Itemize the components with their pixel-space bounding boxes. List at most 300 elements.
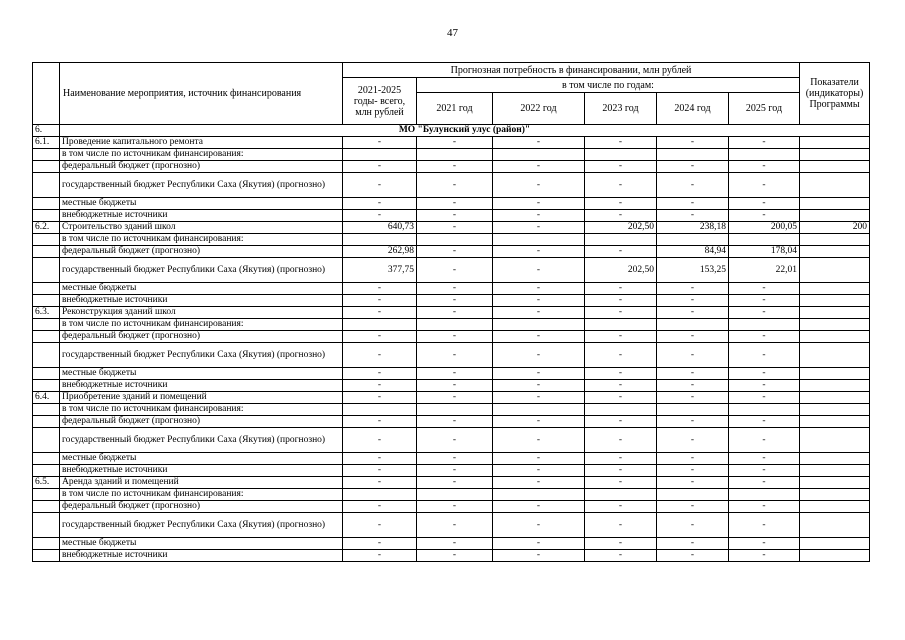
row-value	[585, 489, 657, 501]
row-value: -	[729, 380, 800, 392]
table-row	[33, 210, 870, 222]
row-value: 262,98	[343, 246, 417, 258]
row-value: -	[343, 210, 417, 222]
row-name: в том числе по источникам финансирования:	[60, 234, 343, 246]
row-value	[657, 149, 729, 161]
header-year-2024: 2024 год	[657, 93, 729, 125]
row-value: -	[493, 380, 585, 392]
row-number	[33, 513, 60, 538]
row-value: -	[729, 137, 800, 149]
row-value: -	[729, 295, 800, 307]
row-value: -	[417, 173, 493, 198]
header-year-2023: 2023 год	[585, 93, 657, 125]
row-value: -	[657, 343, 729, 368]
row-value: -	[417, 307, 493, 319]
row-value: -	[585, 416, 657, 428]
row-name: в том числе по источникам финансирования:	[60, 319, 343, 331]
row-value: -	[417, 368, 493, 380]
row-value: -	[657, 173, 729, 198]
row-number: 6.4.	[33, 392, 60, 404]
table-row	[33, 428, 870, 453]
row-value: -	[729, 538, 800, 550]
row-number	[33, 198, 60, 210]
row-value	[417, 319, 493, 331]
row-value: -	[729, 513, 800, 538]
row-value: -	[493, 513, 585, 538]
row-value	[493, 149, 585, 161]
row-value	[729, 234, 800, 246]
row-value: -	[729, 453, 800, 465]
row-value: -	[343, 513, 417, 538]
row-value: -	[657, 538, 729, 550]
row-indicator	[800, 198, 870, 210]
row-value: 22,01	[729, 258, 800, 283]
row-name: государственный бюджет Республики Саха (Якутия) (прогнозно)	[60, 258, 343, 283]
row-indicator	[800, 173, 870, 198]
row-value: -	[343, 428, 417, 453]
row-value: -	[729, 343, 800, 368]
row-value: -	[657, 198, 729, 210]
row-value: -	[343, 283, 417, 295]
row-value: -	[343, 380, 417, 392]
row-value: -	[493, 283, 585, 295]
row-value: -	[585, 465, 657, 477]
row-name: Проведение капитального ремонта	[60, 137, 343, 149]
row-value: -	[417, 246, 493, 258]
row-value: -	[729, 368, 800, 380]
row-number	[33, 550, 60, 562]
row-value	[729, 319, 800, 331]
row-indicator	[800, 307, 870, 319]
table-row	[33, 198, 870, 210]
row-value: -	[729, 210, 800, 222]
row-value: -	[585, 513, 657, 538]
row-value: -	[417, 453, 493, 465]
row-number: 6.1.	[33, 137, 60, 149]
table-row	[33, 258, 870, 283]
row-number	[33, 210, 60, 222]
row-value: -	[585, 392, 657, 404]
row-number: 6.3.	[33, 307, 60, 319]
row-value: -	[657, 428, 729, 453]
table-row	[33, 513, 870, 538]
row-value: -	[585, 380, 657, 392]
table-row	[33, 307, 870, 319]
row-value: -	[585, 198, 657, 210]
row-name: федеральный бюджет (прогнозно)	[60, 331, 343, 343]
row-value: 640,73	[343, 222, 417, 234]
row-indicator	[800, 234, 870, 246]
table-row	[33, 465, 870, 477]
row-name: местные бюджеты	[60, 368, 343, 380]
row-number	[33, 161, 60, 173]
row-value: -	[417, 295, 493, 307]
row-value	[417, 489, 493, 501]
row-indicator	[800, 295, 870, 307]
table-row	[33, 453, 870, 465]
row-value: -	[493, 465, 585, 477]
header-indicators: Показатели (индикаторы) Программы	[800, 63, 870, 125]
row-number	[33, 149, 60, 161]
row-value	[493, 234, 585, 246]
row-number	[33, 428, 60, 453]
row-value: -	[417, 550, 493, 562]
row-name: Реконструкция зданий школ	[60, 307, 343, 319]
row-name: федеральный бюджет (прогнозно)	[60, 246, 343, 258]
header-total: 2021-2025 годы- всего, млн рублей	[343, 78, 417, 125]
row-value: -	[585, 137, 657, 149]
row-name: местные бюджеты	[60, 283, 343, 295]
row-indicator	[800, 380, 870, 392]
row-number	[33, 416, 60, 428]
row-value: -	[417, 477, 493, 489]
row-value: -	[343, 343, 417, 368]
row-value: -	[585, 501, 657, 513]
row-indicator: 200	[800, 222, 870, 234]
row-value: -	[343, 477, 417, 489]
row-value: -	[657, 307, 729, 319]
row-value: -	[657, 416, 729, 428]
row-number	[33, 283, 60, 295]
row-value: -	[493, 246, 585, 258]
row-number	[33, 173, 60, 198]
row-number	[33, 501, 60, 513]
row-value: -	[585, 173, 657, 198]
row-value	[585, 234, 657, 246]
row-value: -	[493, 416, 585, 428]
row-name: Приобретение зданий и помещений	[60, 392, 343, 404]
row-value: -	[493, 137, 585, 149]
row-number	[33, 465, 60, 477]
table-row	[33, 234, 870, 246]
table-row	[33, 295, 870, 307]
table-row	[33, 380, 870, 392]
page-number: 47	[447, 27, 458, 39]
row-value: -	[343, 137, 417, 149]
row-value: -	[729, 173, 800, 198]
row-value: -	[657, 513, 729, 538]
row-indicator	[800, 416, 870, 428]
row-value: -	[343, 392, 417, 404]
table-row	[33, 283, 870, 295]
row-value	[343, 234, 417, 246]
row-value: -	[585, 550, 657, 562]
row-value: -	[343, 295, 417, 307]
row-value: -	[657, 368, 729, 380]
row-value: -	[729, 307, 800, 319]
row-value: -	[493, 258, 585, 283]
table-row	[33, 416, 870, 428]
row-name: Строительство зданий школ	[60, 222, 343, 234]
row-value: -	[729, 198, 800, 210]
row-value: -	[417, 513, 493, 538]
table-row	[33, 550, 870, 562]
row-value: -	[417, 343, 493, 368]
row-value: -	[417, 210, 493, 222]
row-value	[493, 489, 585, 501]
row-value: -	[417, 501, 493, 513]
row-value: -	[729, 331, 800, 343]
row-number	[33, 404, 60, 416]
row-value: -	[493, 331, 585, 343]
row-value: 178,04	[729, 246, 800, 258]
row-name: государственный бюджет Республики Саха (Якутия) (прогнозно)	[60, 428, 343, 453]
row-name: в том числе по источникам финансирования:	[60, 489, 343, 501]
row-value: -	[493, 210, 585, 222]
row-value: -	[657, 380, 729, 392]
table-row	[33, 343, 870, 368]
row-number	[33, 234, 60, 246]
row-value: -	[493, 428, 585, 453]
row-value: -	[585, 210, 657, 222]
row-value: -	[729, 501, 800, 513]
row-value: -	[585, 161, 657, 173]
row-value: -	[417, 258, 493, 283]
row-value	[417, 404, 493, 416]
row-name: государственный бюджет Республики Саха (Якутия) (прогнозно)	[60, 173, 343, 198]
header-forecast-title: Прогнозная потребность в финансировании, млн рублей	[343, 63, 800, 78]
row-number	[33, 319, 60, 331]
row-value: -	[585, 453, 657, 465]
row-name: внебюджетные источники	[60, 210, 343, 222]
row-value	[729, 404, 800, 416]
row-indicator	[800, 258, 870, 283]
row-value	[585, 149, 657, 161]
row-value: -	[657, 295, 729, 307]
row-value: 202,50	[585, 222, 657, 234]
row-number	[33, 258, 60, 283]
row-value: -	[493, 453, 585, 465]
row-value	[729, 149, 800, 161]
row-indicator	[800, 550, 870, 562]
row-indicator	[800, 465, 870, 477]
row-value: -	[493, 538, 585, 550]
row-indicator	[800, 149, 870, 161]
row-value: -	[493, 161, 585, 173]
row-value: -	[585, 343, 657, 368]
row-number	[33, 343, 60, 368]
row-number	[33, 246, 60, 258]
financing-table	[32, 62, 870, 562]
table-row	[33, 173, 870, 198]
row-value: -	[493, 173, 585, 198]
row-value	[493, 404, 585, 416]
row-number: 6.2.	[33, 222, 60, 234]
row-value: -	[343, 465, 417, 477]
row-value	[657, 404, 729, 416]
row-indicator	[800, 161, 870, 173]
row-indicator	[800, 489, 870, 501]
row-value: -	[343, 550, 417, 562]
row-value: -	[657, 161, 729, 173]
row-indicator	[800, 246, 870, 258]
row-value: -	[729, 283, 800, 295]
row-value: -	[493, 343, 585, 368]
row-value: -	[729, 392, 800, 404]
row-value: -	[729, 550, 800, 562]
row-value	[657, 319, 729, 331]
row-value: -	[585, 331, 657, 343]
row-value: -	[493, 477, 585, 489]
row-number	[33, 368, 60, 380]
row-value: -	[343, 501, 417, 513]
row-value: -	[343, 331, 417, 343]
row-value: -	[343, 161, 417, 173]
row-indicator	[800, 501, 870, 513]
row-value	[343, 404, 417, 416]
row-value: -	[343, 538, 417, 550]
row-name: в том числе по источникам финансирования:	[60, 149, 343, 161]
row-value: -	[417, 380, 493, 392]
row-value	[343, 149, 417, 161]
table-row	[33, 368, 870, 380]
row-value	[729, 489, 800, 501]
row-value: 238,18	[657, 222, 729, 234]
table-row	[33, 161, 870, 173]
row-indicator	[800, 368, 870, 380]
row-name: государственный бюджет Республики Саха (Якутия) (прогнозно)	[60, 343, 343, 368]
row-name: федеральный бюджет (прогнозно)	[60, 416, 343, 428]
row-indicator	[800, 453, 870, 465]
row-name: Аренда зданий и помещений	[60, 477, 343, 489]
row-indicator	[800, 513, 870, 538]
row-name: местные бюджеты	[60, 538, 343, 550]
table-row	[33, 331, 870, 343]
table-row	[33, 538, 870, 550]
row-name: внебюджетные источники	[60, 295, 343, 307]
row-indicator	[800, 331, 870, 343]
row-number	[33, 331, 60, 343]
header-by-years: в том числе по годам:	[417, 78, 800, 93]
row-value: -	[493, 198, 585, 210]
row-value: -	[417, 137, 493, 149]
row-value: -	[657, 137, 729, 149]
row-value: -	[417, 222, 493, 234]
row-value: -	[657, 477, 729, 489]
row-value: -	[585, 368, 657, 380]
row-value: -	[343, 368, 417, 380]
row-value: -	[585, 538, 657, 550]
row-name: местные бюджеты	[60, 453, 343, 465]
row-value: -	[657, 210, 729, 222]
row-name: местные бюджеты	[60, 198, 343, 210]
header-year-2021: 2021 год	[417, 93, 493, 125]
row-indicator	[800, 283, 870, 295]
row-name: в том числе по источникам финансирования:	[60, 404, 343, 416]
row-number	[33, 295, 60, 307]
row-name: внебюджетные источники	[60, 380, 343, 392]
row-value: -	[417, 538, 493, 550]
row-value: -	[417, 161, 493, 173]
row-value: -	[493, 501, 585, 513]
row-value	[417, 234, 493, 246]
row-value	[585, 319, 657, 331]
row-indicator	[800, 343, 870, 368]
row-indicator	[800, 392, 870, 404]
table-row	[33, 149, 870, 161]
row-number	[33, 380, 60, 392]
row-number	[33, 453, 60, 465]
row-value: -	[343, 416, 417, 428]
row-value: 200,05	[729, 222, 800, 234]
row-value: -	[417, 198, 493, 210]
row-value: 153,25	[657, 258, 729, 283]
row-value	[417, 149, 493, 161]
row-number	[33, 489, 60, 501]
row-value: -	[417, 283, 493, 295]
row-value: 202,50	[585, 258, 657, 283]
row-indicator	[800, 477, 870, 489]
section-number: 6.	[33, 125, 60, 137]
row-name: внебюджетные источники	[60, 550, 343, 562]
row-number: 6.5.	[33, 477, 60, 489]
row-value: -	[657, 331, 729, 343]
row-value: -	[585, 295, 657, 307]
table-row	[33, 392, 870, 404]
row-value: -	[343, 173, 417, 198]
row-value: -	[729, 416, 800, 428]
row-value: -	[729, 428, 800, 453]
row-value	[657, 234, 729, 246]
row-value: -	[343, 198, 417, 210]
row-indicator	[800, 319, 870, 331]
row-value: -	[493, 307, 585, 319]
row-value: -	[729, 465, 800, 477]
row-value	[343, 489, 417, 501]
row-value: -	[585, 428, 657, 453]
row-value: 377,75	[343, 258, 417, 283]
table-row	[33, 246, 870, 258]
table-row	[33, 137, 870, 149]
table-row	[33, 319, 870, 331]
row-name: внебюджетные источники	[60, 465, 343, 477]
row-value: -	[729, 477, 800, 489]
row-value	[657, 489, 729, 501]
row-value: -	[343, 453, 417, 465]
row-value: -	[657, 465, 729, 477]
row-name: федеральный бюджет (прогнозно)	[60, 161, 343, 173]
table-row	[33, 222, 870, 234]
row-indicator	[800, 210, 870, 222]
row-name: государственный бюджет Республики Саха (Якутия) (прогнозно)	[60, 513, 343, 538]
row-indicator	[800, 404, 870, 416]
row-indicator	[800, 538, 870, 550]
row-name: федеральный бюджет (прогнозно)	[60, 501, 343, 513]
row-value: -	[657, 453, 729, 465]
row-value	[343, 319, 417, 331]
row-value: -	[493, 368, 585, 380]
row-value: -	[343, 307, 417, 319]
header-name: Наименование мероприятия, источник финансирования	[60, 63, 343, 125]
header-year-2025: 2025 год	[729, 93, 800, 125]
row-value: -	[729, 161, 800, 173]
row-value: -	[585, 283, 657, 295]
row-value: -	[657, 283, 729, 295]
row-indicator	[800, 137, 870, 149]
row-value: -	[493, 295, 585, 307]
section-title: МО "Булунский улус (район)"	[60, 125, 870, 137]
row-indicator	[800, 428, 870, 453]
row-value: -	[657, 550, 729, 562]
table-row	[33, 501, 870, 513]
row-value: -	[493, 550, 585, 562]
row-value: -	[657, 392, 729, 404]
row-value: -	[417, 465, 493, 477]
table-row	[33, 489, 870, 501]
row-value: -	[417, 416, 493, 428]
row-value: 84,94	[657, 246, 729, 258]
table-row	[33, 477, 870, 489]
